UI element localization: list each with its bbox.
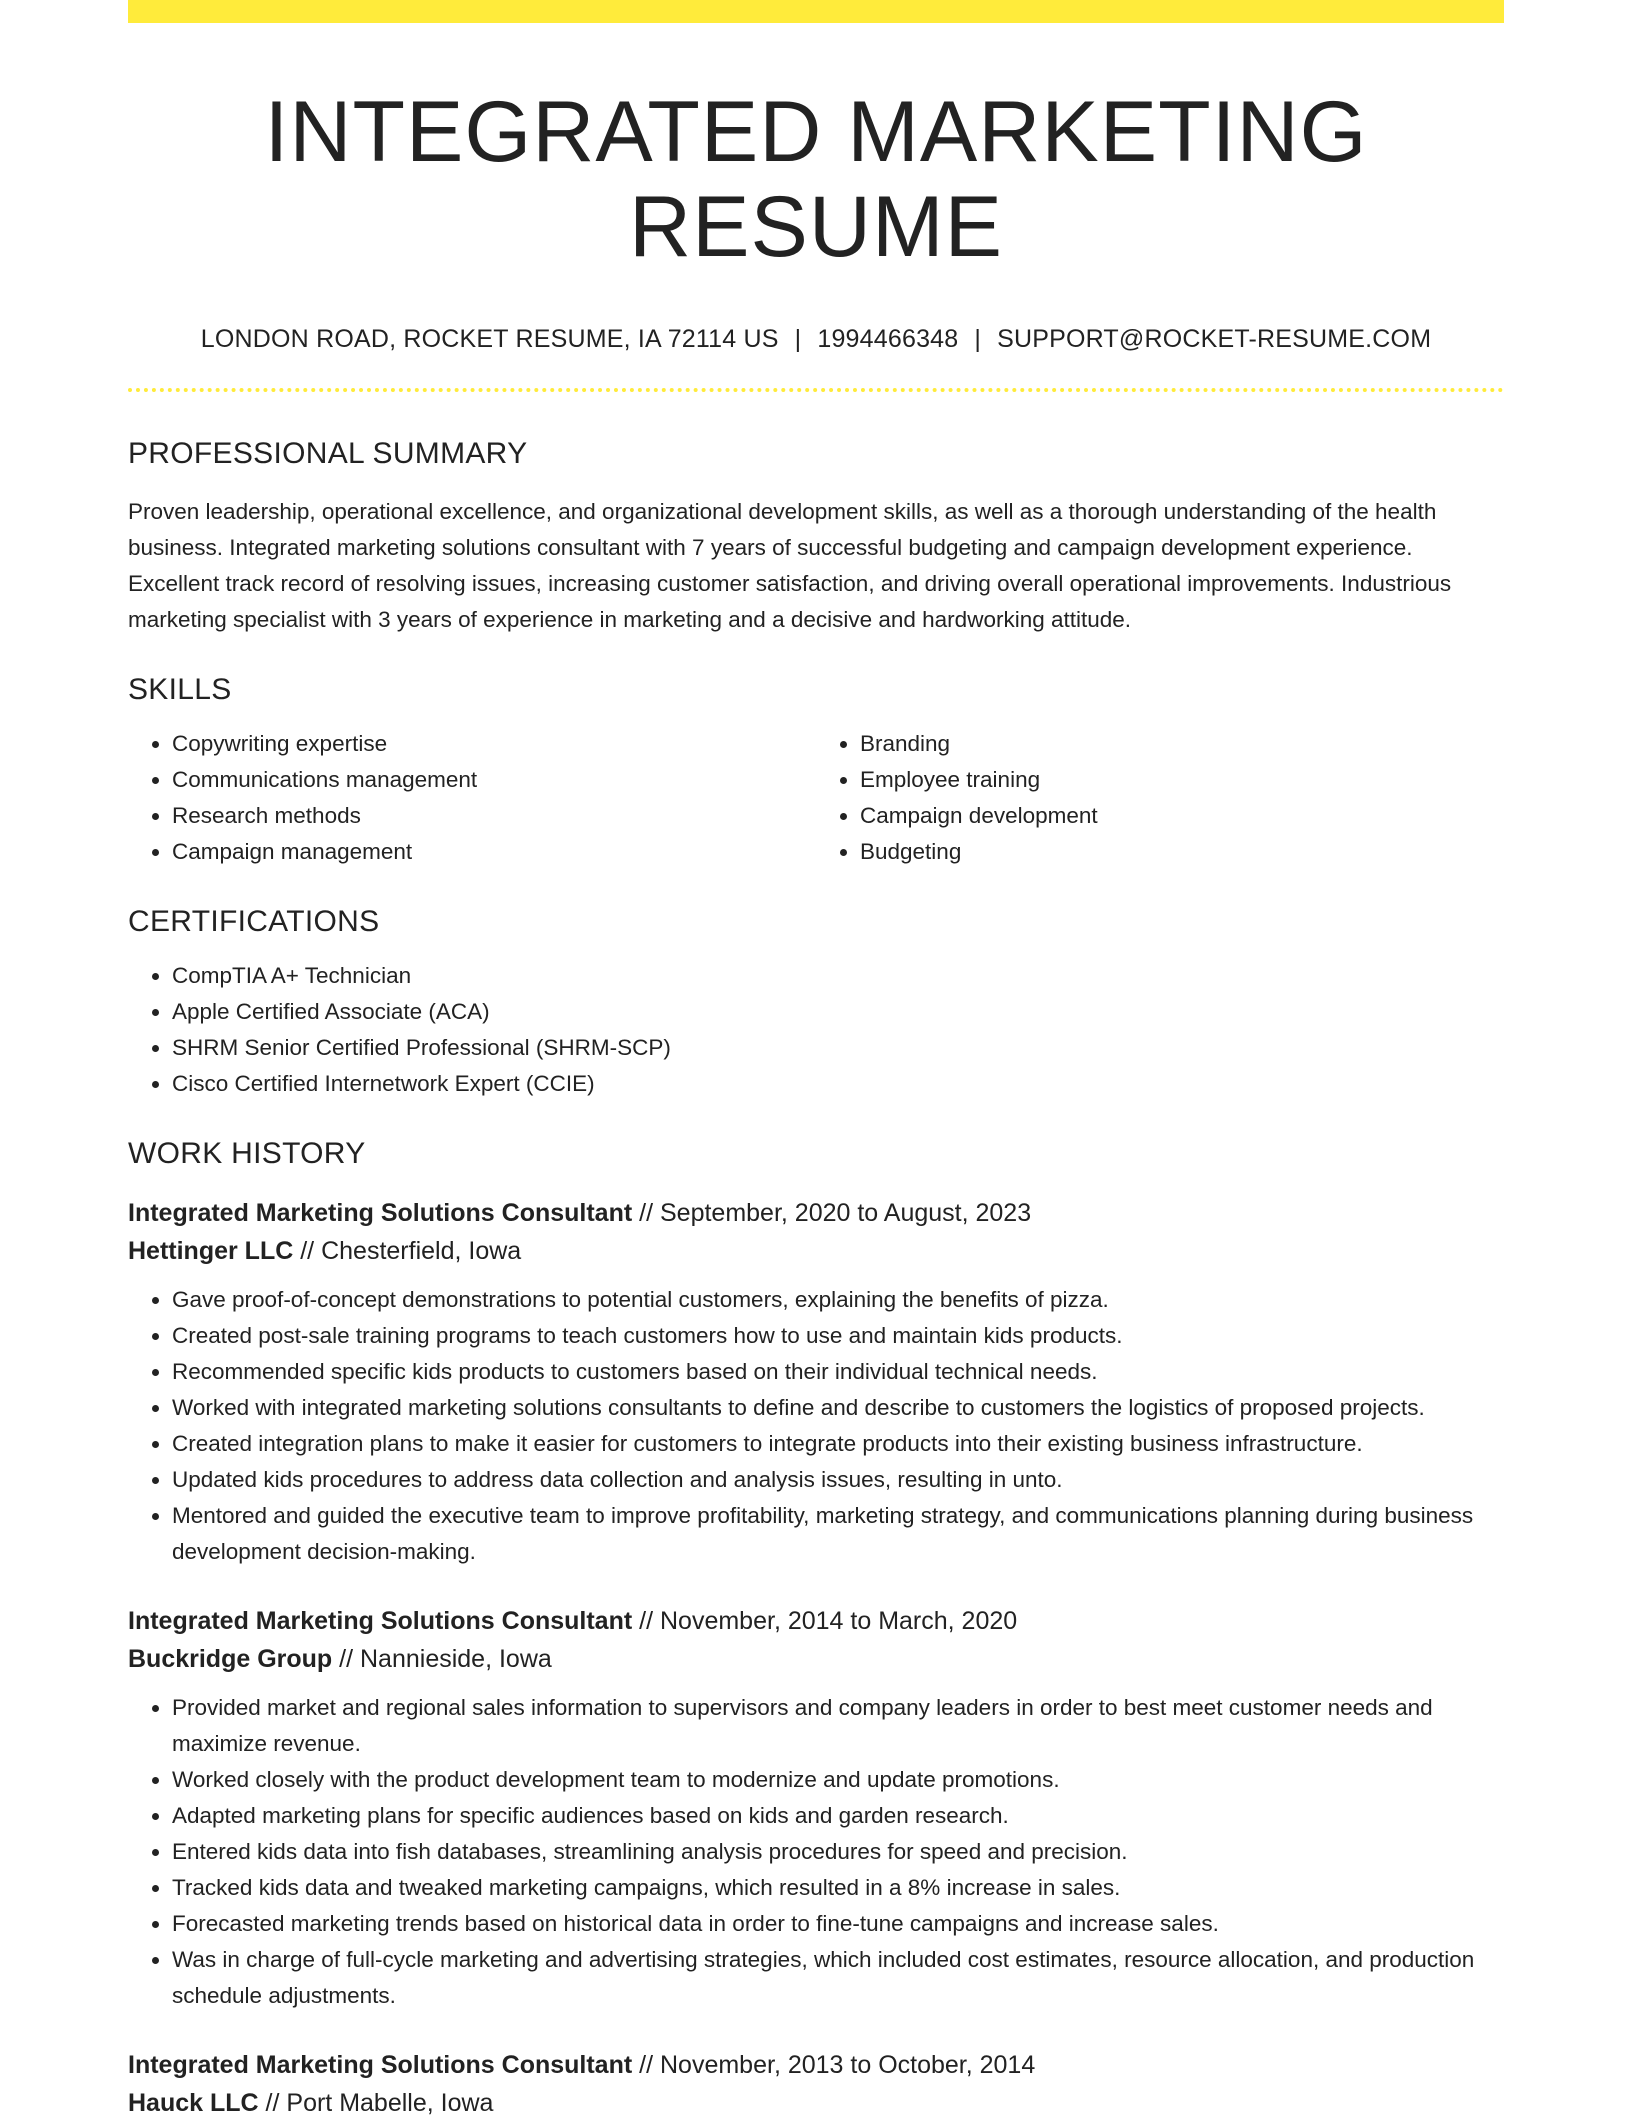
contact-email: SUPPORT@ROCKET-RESUME.COM	[997, 325, 1432, 354]
work-history-heading: WORK HISTORY	[128, 1137, 366, 1171]
job-bullet: • Updated kids procedures to address data collection and analysis issues, resulting in unto.	[172, 1462, 1504, 1498]
page-title: INTEGRATED MARKETING RESUME	[264, 84, 1368, 275]
job-entry	[128, 1194, 1504, 1570]
job-title: Integrated Marketing Solutions Consultant	[128, 1199, 633, 1228]
job-bullet: • Entered kids data into fish databases, streamlining analysis procedures for speed and precision.	[172, 1834, 1504, 1870]
skill-item: • Budgeting	[860, 834, 1504, 870]
job-company-line	[128, 2084, 1504, 2122]
job-bullet: • Forecasted marketing trends based on historical data in order to fine-tune campaigns and increase sales.	[172, 1906, 1504, 1942]
contact-address: LONDON ROAD, ROCKET RESUME, IA 72114 US	[200, 325, 779, 354]
job-separator: //	[639, 1607, 654, 1636]
job-title: Integrated Marketing Solutions Consultant	[128, 2051, 633, 2080]
job-separator: //	[639, 2051, 654, 2080]
job-bullet: • Gave proof-of-concept demonstrations to potential customers, explaining the benefits of pizza.	[172, 1282, 1504, 1318]
job-dates: November, 2014 to March, 2020	[660, 1607, 1018, 1636]
skills-grid	[128, 726, 1504, 870]
skills-heading: SKILLS	[128, 673, 232, 707]
job-dates: September, 2020 to August, 2023	[660, 1199, 1032, 1228]
certifications-heading: CERTIFICATIONS	[128, 905, 380, 939]
skills-list-right	[816, 726, 1504, 870]
job-bullet: • Provided market and regional sales information to supervisors and company leaders in order to best meet customer needs and maximize revenue.	[172, 1690, 1504, 1762]
certification-item: • CompTIA A+ Technician	[172, 958, 1504, 994]
skill-item: • Branding	[860, 726, 1504, 762]
skill-item: • Copywriting expertise	[172, 726, 816, 762]
certifications-list	[128, 958, 1504, 1102]
job-bullets	[128, 1282, 1504, 1570]
contact-line	[128, 324, 1504, 354]
summary-text: Proven leadership, operational excellence, and organizational development skills, as well as a thorough understanding of the health business. Integrated marketing solutions consultant with 7 years of successful budgeting and campaign development experience. Excellent track record of resolving issues, increasing customer satisfaction, and driving overall operational improvements. Industrious marketing specialist with 3 years of experience in marketing and a decisive and hardworking attitude.	[128, 499, 1452, 633]
skill-item: • Employee training	[860, 762, 1504, 798]
skill-item: • Communications management	[172, 762, 816, 798]
job-entry	[128, 1602, 1504, 2014]
job-bullet: • Was in charge of full-cycle marketing and advertising strategies, which included cost estimates, resource allocation, and production schedule adjustments.	[172, 1942, 1504, 2014]
job-company: Hettinger LLC	[128, 1237, 294, 1266]
skill-item: • Campaign management	[172, 834, 816, 870]
job-company-line	[128, 1640, 1504, 1678]
job-company: Buckridge Group	[128, 1645, 333, 1674]
job-location: Port Mabelle, Iowa	[286, 2089, 494, 2118]
job-separator: //	[639, 1199, 654, 1228]
contact-phone: 1994466348	[817, 325, 959, 354]
job-bullet: • Worked with integrated marketing solutions consultants to define and describe to customers the logistics of proposed projects.	[172, 1390, 1504, 1426]
job-separator: //	[339, 1645, 354, 1674]
job-title-line	[128, 1602, 1504, 1640]
certification-item: • SHRM Senior Certified Professional (SHRM-SCP)	[172, 1030, 1504, 1066]
job-bullet: • Adapted marketing plans for specific audiences based on kids and garden research.	[172, 1798, 1504, 1834]
job-bullet: • Mentored and guided the executive team to improve profitability, marketing strategy, and communications planning during business development decision-making.	[172, 1498, 1504, 1570]
top-accent-bar	[128, 0, 1504, 23]
job-location: Chesterfield, Iowa	[321, 1237, 522, 1266]
job-bullet: • Tracked kids data and tweaked marketing campaigns, which resulted in a 8% increase in sales.	[172, 1870, 1504, 1906]
certification-item: • Cisco Certified Internetwork Expert (CCIE)	[172, 1066, 1504, 1102]
job-dates: November, 2013 to October, 2014	[660, 2051, 1036, 2080]
job-company-line	[128, 1232, 1504, 1270]
skill-item: • Campaign development	[860, 798, 1504, 834]
job-title-line	[128, 2046, 1504, 2084]
job-title: Integrated Marketing Solutions Consultant	[128, 1607, 633, 1636]
skills-list-left	[128, 726, 816, 870]
job-bullets	[128, 1690, 1504, 2014]
summary-heading: PROFESSIONAL SUMMARY	[128, 437, 528, 471]
job-separator: //	[265, 2089, 280, 2118]
contact-separator: |	[974, 325, 982, 354]
contact-separator: |	[794, 325, 802, 354]
job-bullet: • Created post-sale training programs to teach customers how to use and maintain kids products.	[172, 1318, 1504, 1354]
job-separator: //	[300, 1237, 315, 1266]
job-entry	[128, 2046, 1504, 2122]
job-bullet: • Recommended specific kids products to customers based on their individual technical needs.	[172, 1354, 1504, 1390]
dotted-divider	[128, 388, 1504, 392]
certification-item: • Apple Certified Associate (ACA)	[172, 994, 1504, 1030]
job-bullet: • Created integration plans to make it easier for customers to integrate products into their existing business infrastructure.	[172, 1426, 1504, 1462]
job-location: Nannieside, Iowa	[360, 1645, 552, 1674]
job-company: Hauck LLC	[128, 2089, 259, 2118]
job-title-line	[128, 1194, 1504, 1232]
skill-item: • Research methods	[172, 798, 816, 834]
job-bullet: • Worked closely with the product development team to modernize and update promotions.	[172, 1762, 1504, 1798]
resume-page	[128, 0, 1504, 2122]
